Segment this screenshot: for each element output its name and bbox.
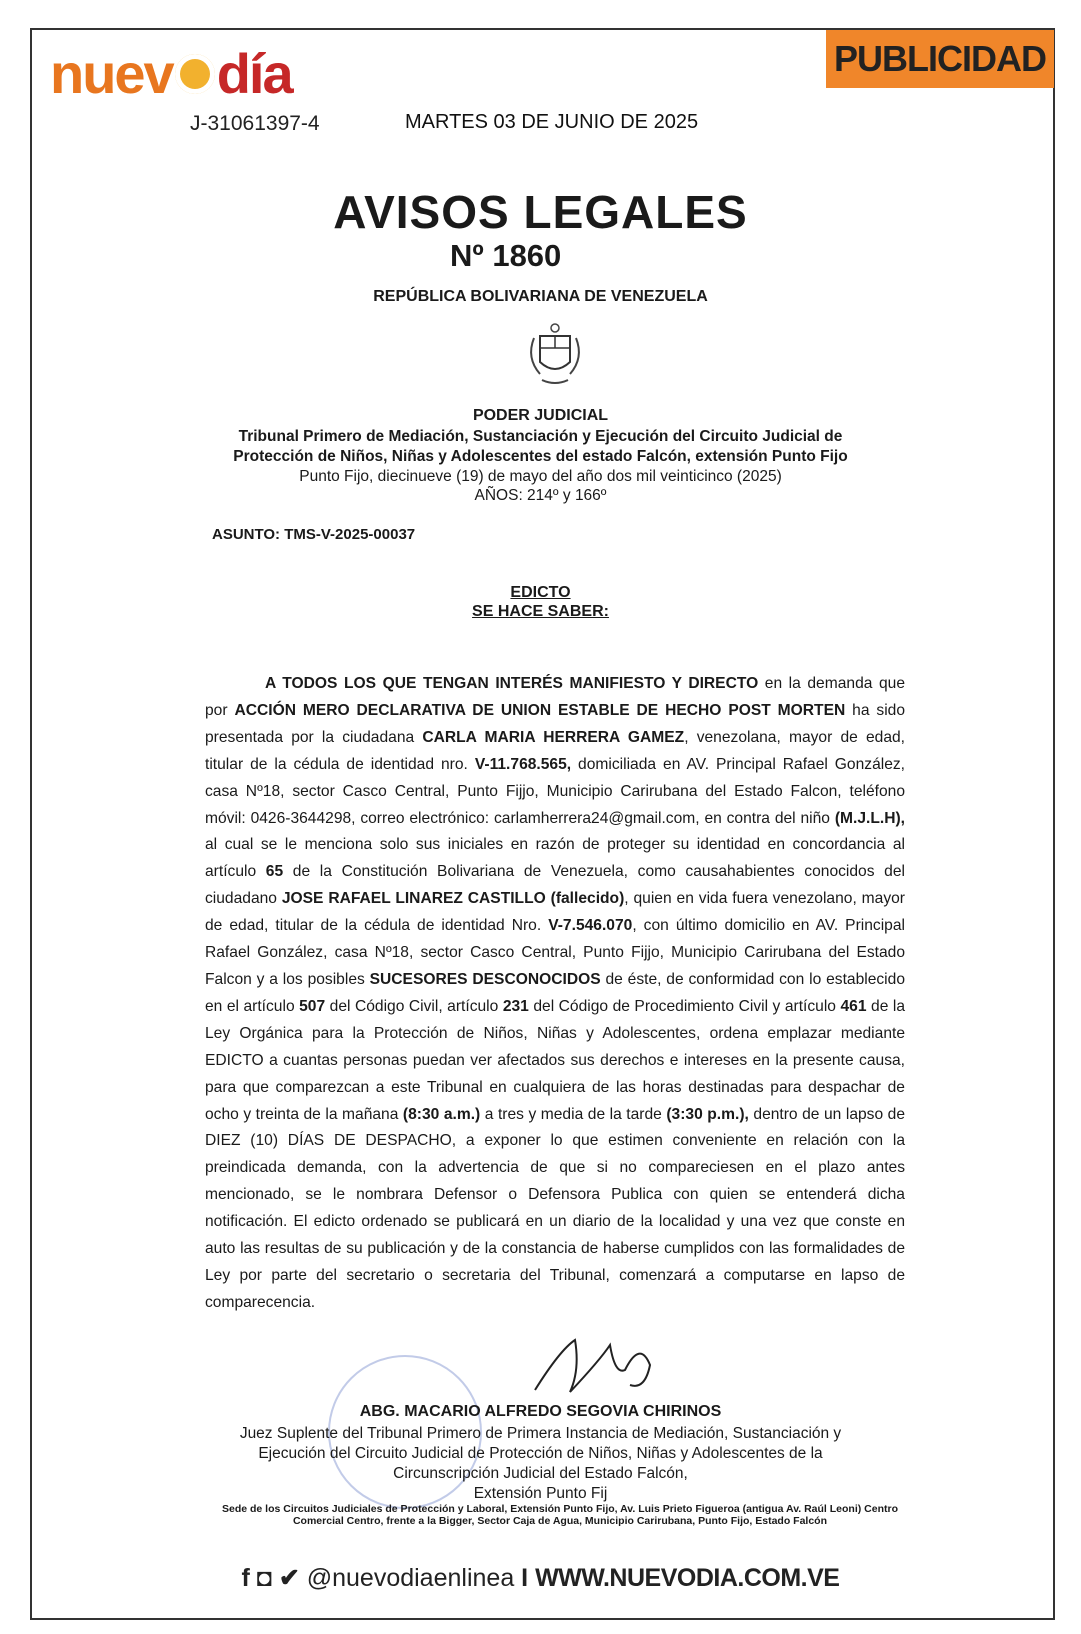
court-name-line2: Protección de Niños, Niñas y Adolescentes del estado Falcón, extensión Punto Fijo bbox=[233, 448, 848, 465]
judge-title-line4: Extensión Punto Fij bbox=[473, 1485, 608, 1502]
judge-title-line2: Ejecución del Circuito Judicial de Protección de Niños, Niñas y Adolescentes de la bbox=[258, 1445, 823, 1462]
judge-title-line3: Circunscripción Judicial del Estado Falcón, bbox=[393, 1465, 688, 1482]
years-line: AÑOS: 214º y 166º bbox=[474, 487, 607, 504]
social-icons: f ◘ ✔ bbox=[241, 1564, 300, 1592]
judge-name: ABG. MACARIO ALFREDO SEGOVIA CHIRINOS bbox=[359, 1403, 722, 1420]
sun-icon bbox=[175, 54, 215, 94]
logo-suffix: día bbox=[216, 42, 292, 105]
footer bbox=[0, 1563, 1081, 1593]
coat-of-arms-icon bbox=[520, 318, 590, 392]
judicial-power-heading: PODER JUDICIAL bbox=[472, 407, 609, 424]
section-title: AVISOS LEGALES bbox=[333, 186, 748, 238]
publicidad-badge: PUBLICIDAD bbox=[826, 30, 1054, 88]
social-handle: @nuevodiaenlinea bbox=[306, 1564, 515, 1592]
edicto-heading: EDICTO bbox=[510, 584, 571, 601]
hace-saber-heading: SE HACE SABER: bbox=[472, 603, 609, 620]
footer-separator: I bbox=[521, 1564, 529, 1592]
edict-body bbox=[205, 671, 905, 1317]
case-subject: ASUNTO: TMS-V-2025-00037 bbox=[212, 526, 416, 543]
rif-number: J-31061397-4 bbox=[190, 112, 320, 135]
republic-heading: REPÚBLICA BOLIVARIANA DE VENEZUELA bbox=[373, 288, 708, 305]
court-address: Sede de los Circuitos Judiciales de Protección y Laboral, Extensión Punto Fijo, Av. Luis Prieto Figueroa (antigua Av. Raúl Leoni) Centro Comercial Centro, frente a la Bigger, Sector Caja de Agua, Municipio Carirubana, Punto Fijo, Estado Falcón bbox=[222, 1503, 898, 1527]
newspaper-logo bbox=[50, 44, 292, 104]
judge-title-line1: Juez Suplente del Tribunal Primero de Primera Instancia de Mediación, Sustanciación y bbox=[239, 1425, 842, 1442]
publication-date: MARTES 03 DE JUNIO DE 2025 bbox=[405, 111, 699, 133]
logo-prefix: nuev bbox=[50, 42, 173, 105]
edict-paragraph: A TODOS LOS QUE TENGAN INTERÉS MANIFIESTO Y DIRECTO en la demanda que por ACCIÓN MERO DECLARATIVA DE UNION ESTABLE DE HECHO POST MORTEN ha sido presentada por la ciudadana CARLA MARIA HERRERA GAMEZ, venezolana, mayor de edad, titular de la cédula de identidad nro. V-11.768.565, domiciliada en AV. Principal Rafael González, casa Nº18, sector Casco Central, Punto Fijjo, Municipio Carirubana del Estado Falcon, teléfono móvil: 0426-3644298, correo electrónico: carlamherrera24@gmail.com, en contra del niño (M.J.L.H), al cual se le menciona solo sus iniciales en razón de proteger su identidad en concordancia al artículo 65 de la Constitución Bolivariana de Venezuela, como causahabientes conocidos del ciudadano JOSE RAFAEL LINAREZ CASTILLO (fallecido), quien en vida fuera venezolano, mayor de edad, titular de la cédula de identidad Nro. V-7.546.070, con último domicilio en AV. Principal Rafael González, casa Nº18, sector Casco Central, Punto Fijjo, Municipio Carirubana del Estado Falcon y a los posibles SUCESORES DESCONOCIDOS de éste, de conformidad con lo establecido en el artículo 507 del Código Civil, artículo 231 del Código de Procedimiento Civil y artículo 461 de la Ley Orgánica para la Protección de Niños, Niñas y Adolescentes, ordena emplazar mediante EDICTO a cuantas personas puedan ver afectados sus derechos e intereses en la presente causa, para que comparezcan a este Tribunal en cualquiera de las horas destinadas para despachar de ocho y treinta de la mañana (8:30 a.m.) a tres y media de la tarde (3:30 p.m.), dentro de un lapso de DIEZ (10) DÍAS DE DESPACHO, a exponer lo que estimen conveniente en relación con la preindicada demanda, con la advertencia de que si no compareciesen en el plazo antes mencionado, se le nombrara Defensor o Defensora Publica con quien se entenderá dicha notificación. El edicto ordenado se publicará en un diario de la localidad y una vez que conste en auto las resultas de su publicación y de la constancia de haberse cumplidos con las formalidades de Ley por parte del secretario o secretaria del Tribunal, comenzará a computarse en lapso de comparecencia. bbox=[205, 675, 906, 1311]
handwritten-signature bbox=[530, 1330, 660, 1400]
website-link[interactable]: WWW.NUEVODIA.COM.VE bbox=[535, 1564, 840, 1592]
notice-number: Nº 1860 bbox=[450, 238, 562, 273]
court-name-line1: Tribunal Primero de Mediación, Sustanciación y Ejecución del Circuito Judicial de bbox=[238, 428, 843, 445]
place-and-date: Punto Fijo, diecinueve (19) de mayo del año dos mil veinticinco (2025) bbox=[299, 468, 782, 485]
